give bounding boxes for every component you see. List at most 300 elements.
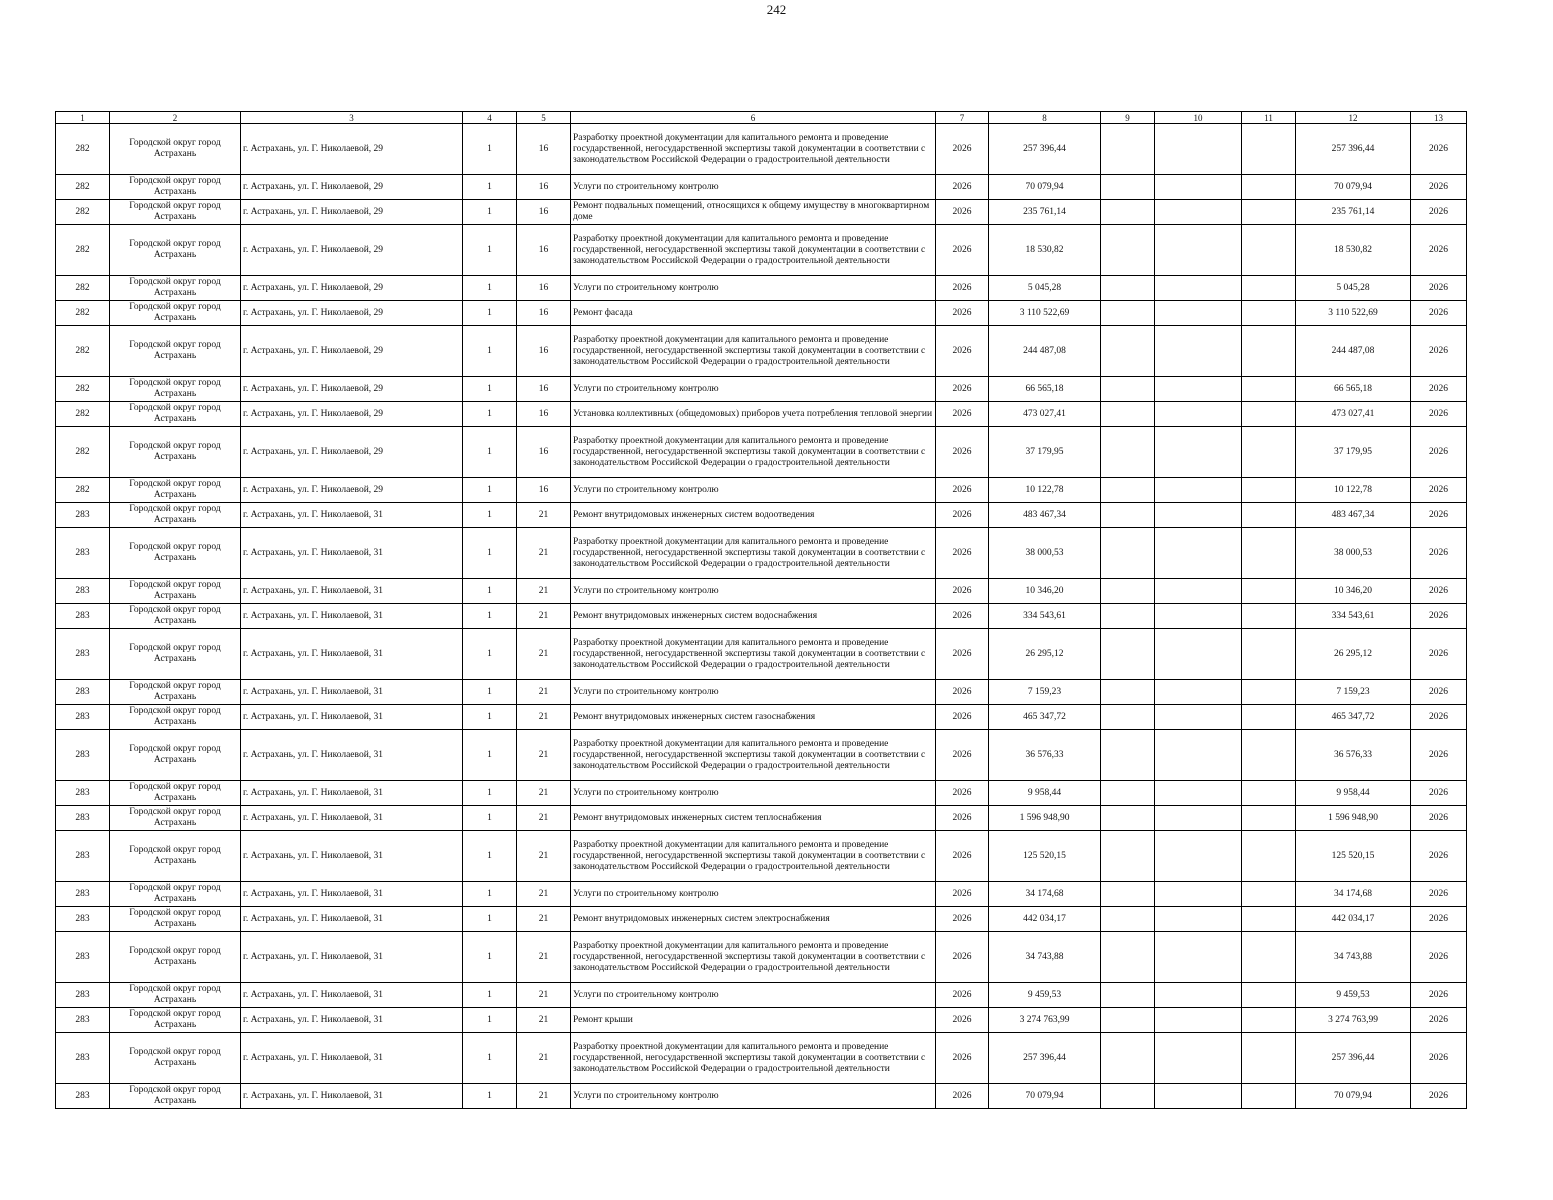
- cell-row-number: 283: [56, 907, 110, 932]
- cell-col-5: 21: [517, 629, 571, 680]
- cell-cost: 244 487,08: [989, 326, 1101, 377]
- cell-col-5: 21: [517, 781, 571, 806]
- cell-col-4: 1: [463, 301, 517, 326]
- cell-col-4: 1: [463, 1084, 517, 1109]
- table-row: [56, 579, 1467, 604]
- cell-year: 2026: [936, 503, 989, 528]
- cell-address: г. Астрахань, ул. Г. Николаевой, 31: [241, 1084, 463, 1109]
- cell-col-11: [1242, 680, 1296, 705]
- cell-year: 2026: [936, 175, 989, 200]
- cell-work-type: Ремонт внутридомовых инженерных систем газоснабжения: [571, 705, 936, 730]
- header-cell: 8: [989, 112, 1101, 124]
- cell-work-type: Разработку проектной документации для капитального ремонта и проведение государственной, негосударственной экспертизы такой документации в соответствии с законодательством Российской Федерации о градостроительной деятельности: [571, 124, 936, 175]
- cell-work-type: Ремонт подвальных помещений, относящихся к общему имуществу в многоквартирном доме: [571, 200, 936, 225]
- cell-cost: 334 543,61: [989, 604, 1101, 629]
- cell-municipality: Городской округ город Астрахань: [110, 907, 241, 932]
- cell-municipality: Городской округ город Астрахань: [110, 806, 241, 831]
- cell-year: 2026: [936, 1084, 989, 1109]
- header-cell: 12: [1296, 112, 1411, 124]
- cell-row-number: 283: [56, 831, 110, 882]
- cell-col-13: 2026: [1411, 730, 1467, 781]
- cell-municipality: Городской округ город Астрахань: [110, 478, 241, 503]
- header-cell: 1: [56, 112, 110, 124]
- cell-address: г. Астрахань, ул. Г. Николаевой, 29: [241, 175, 463, 200]
- cell-work-type: Услуги по строительному контролю: [571, 175, 936, 200]
- cell-col-10: [1155, 806, 1242, 831]
- cell-year: 2026: [936, 326, 989, 377]
- cell-col-9: [1101, 402, 1155, 427]
- cell-col-12: 70 079,94: [1296, 175, 1411, 200]
- cell-col-4: 1: [463, 680, 517, 705]
- cell-col-12: 18 530,82: [1296, 225, 1411, 276]
- cell-col-4: 1: [463, 604, 517, 629]
- cell-municipality: Городской округ город Астрахань: [110, 124, 241, 175]
- cell-col-4: 1: [463, 503, 517, 528]
- cell-row-number: 283: [56, 730, 110, 781]
- cell-col-9: [1101, 781, 1155, 806]
- cell-col-13: 2026: [1411, 528, 1467, 579]
- table-row: [56, 478, 1467, 503]
- cell-col-10: [1155, 377, 1242, 402]
- table-row: [56, 200, 1467, 225]
- table-row: [56, 907, 1467, 932]
- cell-row-number: 282: [56, 478, 110, 503]
- cell-work-type: Услуги по строительному контролю: [571, 478, 936, 503]
- cell-cost: 1 596 948,90: [989, 806, 1101, 831]
- cell-col-10: [1155, 1008, 1242, 1033]
- cell-municipality: Городской округ город Астрахань: [110, 579, 241, 604]
- cell-col-5: 21: [517, 680, 571, 705]
- cell-municipality: Городской округ город Астрахань: [110, 932, 241, 983]
- cell-cost: 473 027,41: [989, 402, 1101, 427]
- cell-year: 2026: [936, 377, 989, 402]
- cell-col-9: [1101, 1008, 1155, 1033]
- cell-col-12: 473 027,41: [1296, 402, 1411, 427]
- cell-col-10: [1155, 225, 1242, 276]
- cell-municipality: Городской округ город Астрахань: [110, 831, 241, 882]
- cell-col-10: [1155, 402, 1242, 427]
- cell-year: 2026: [936, 806, 989, 831]
- cell-col-13: 2026: [1411, 1008, 1467, 1033]
- cell-address: г. Астрахань, ул. Г. Николаевой, 31: [241, 705, 463, 730]
- cell-work-type: Услуги по строительному контролю: [571, 1084, 936, 1109]
- cell-col-13: 2026: [1411, 124, 1467, 175]
- cell-row-number: 282: [56, 301, 110, 326]
- cell-year: 2026: [936, 705, 989, 730]
- cell-col-4: 1: [463, 882, 517, 907]
- cell-col-12: 10 122,78: [1296, 478, 1411, 503]
- cell-col-11: [1242, 781, 1296, 806]
- table-row: [56, 831, 1467, 882]
- cell-row-number: 282: [56, 276, 110, 301]
- cell-municipality: Городской округ город Астрахань: [110, 225, 241, 276]
- cell-col-5: 16: [517, 427, 571, 478]
- cell-year: 2026: [936, 781, 989, 806]
- cell-col-13: 2026: [1411, 276, 1467, 301]
- cell-col-10: [1155, 831, 1242, 882]
- cell-row-number: 283: [56, 983, 110, 1008]
- cell-col-10: [1155, 1033, 1242, 1084]
- cell-col-5: 21: [517, 932, 571, 983]
- cell-col-11: [1242, 402, 1296, 427]
- cell-work-type: Услуги по строительному контролю: [571, 983, 936, 1008]
- cell-work-type: Ремонт внутридомовых инженерных систем водоотведения: [571, 503, 936, 528]
- cell-col-9: [1101, 907, 1155, 932]
- cell-col-11: [1242, 831, 1296, 882]
- header-cell: 7: [936, 112, 989, 124]
- cell-municipality: Городской округ город Астрахань: [110, 983, 241, 1008]
- cell-col-13: 2026: [1411, 705, 1467, 730]
- cell-col-5: 16: [517, 200, 571, 225]
- cell-row-number: 283: [56, 882, 110, 907]
- cell-year: 2026: [936, 907, 989, 932]
- cell-col-4: 1: [463, 983, 517, 1008]
- cell-col-12: 37 179,95: [1296, 427, 1411, 478]
- cell-col-4: 1: [463, 478, 517, 503]
- cell-address: г. Астрахань, ул. Г. Николаевой, 29: [241, 427, 463, 478]
- cell-col-5: 21: [517, 705, 571, 730]
- header-cell: 3: [241, 112, 463, 124]
- cell-year: 2026: [936, 983, 989, 1008]
- cell-work-type: Услуги по строительному контролю: [571, 882, 936, 907]
- cell-col-4: 1: [463, 629, 517, 680]
- cell-work-type: Разработку проектной документации для капитального ремонта и проведение государственной, негосударственной экспертизы такой документации в соответствии с законодательством Российской Федерации о градостроительной деятельности: [571, 932, 936, 983]
- cell-year: 2026: [936, 528, 989, 579]
- cell-col-5: 21: [517, 604, 571, 629]
- cell-col-13: 2026: [1411, 427, 1467, 478]
- cell-col-11: [1242, 629, 1296, 680]
- header-cell: 10: [1155, 112, 1242, 124]
- cell-col-10: [1155, 528, 1242, 579]
- cell-col-13: 2026: [1411, 831, 1467, 882]
- cell-col-13: 2026: [1411, 1033, 1467, 1084]
- cell-col-5: 16: [517, 225, 571, 276]
- cell-work-type: Ремонт фасада: [571, 301, 936, 326]
- cell-cost: 442 034,17: [989, 907, 1101, 932]
- cell-work-type: Ремонт внутридомовых инженерных систем водоснабжения: [571, 604, 936, 629]
- cell-col-13: 2026: [1411, 326, 1467, 377]
- cell-col-5: 21: [517, 882, 571, 907]
- table-row: [56, 882, 1467, 907]
- cell-cost: 70 079,94: [989, 1084, 1101, 1109]
- cell-col-9: [1101, 932, 1155, 983]
- cell-col-5: 16: [517, 124, 571, 175]
- cell-year: 2026: [936, 932, 989, 983]
- cell-col-9: [1101, 579, 1155, 604]
- cell-col-5: 21: [517, 983, 571, 1008]
- cell-year: 2026: [936, 1033, 989, 1084]
- cell-col-11: [1242, 604, 1296, 629]
- cell-col-4: 1: [463, 579, 517, 604]
- cell-year: 2026: [936, 427, 989, 478]
- cell-row-number: 282: [56, 377, 110, 402]
- cell-col-12: 3 274 763,99: [1296, 1008, 1411, 1033]
- cell-col-4: 1: [463, 907, 517, 932]
- cell-col-4: 1: [463, 1033, 517, 1084]
- cell-col-11: [1242, 301, 1296, 326]
- cell-col-5: 21: [517, 907, 571, 932]
- cell-col-4: 1: [463, 427, 517, 478]
- header-cell: 11: [1242, 112, 1296, 124]
- cell-municipality: Городской округ город Астрахань: [110, 705, 241, 730]
- cell-col-4: 1: [463, 528, 517, 579]
- cell-col-10: [1155, 781, 1242, 806]
- cell-col-11: [1242, 225, 1296, 276]
- cell-address: г. Астрахань, ул. Г. Николаевой, 31: [241, 781, 463, 806]
- cell-col-12: 38 000,53: [1296, 528, 1411, 579]
- cell-address: г. Астрахань, ул. Г. Николаевой, 31: [241, 1033, 463, 1084]
- table-row: [56, 983, 1467, 1008]
- cell-col-4: 1: [463, 377, 517, 402]
- cell-cost: 34 743,88: [989, 932, 1101, 983]
- cell-address: г. Астрахань, ул. Г. Николаевой, 29: [241, 377, 463, 402]
- cell-col-10: [1155, 200, 1242, 225]
- cell-address: г. Астрахань, ул. Г. Николаевой, 31: [241, 730, 463, 781]
- cell-year: 2026: [936, 1008, 989, 1033]
- table-row: [56, 377, 1467, 402]
- cell-address: г. Астрахань, ул. Г. Николаевой, 31: [241, 629, 463, 680]
- cell-col-10: [1155, 882, 1242, 907]
- cell-col-13: 2026: [1411, 781, 1467, 806]
- cell-col-9: [1101, 1033, 1155, 1084]
- cell-col-12: 66 565,18: [1296, 377, 1411, 402]
- cell-address: г. Астрахань, ул. Г. Николаевой, 29: [241, 301, 463, 326]
- cell-cost: 5 045,28: [989, 276, 1101, 301]
- cell-col-5: 16: [517, 276, 571, 301]
- cell-municipality: Городской округ город Астрахань: [110, 427, 241, 478]
- cell-work-type: Разработку проектной документации для капитального ремонта и проведение государственной, негосударственной экспертизы такой документации в соответствии с законодательством Российской Федерации о градостроительной деятельности: [571, 629, 936, 680]
- cell-col-11: [1242, 730, 1296, 781]
- cell-year: 2026: [936, 882, 989, 907]
- cell-col-11: [1242, 907, 1296, 932]
- cell-municipality: Городской округ город Астрахань: [110, 1008, 241, 1033]
- cell-col-4: 1: [463, 806, 517, 831]
- cell-col-10: [1155, 579, 1242, 604]
- cell-address: г. Астрахань, ул. Г. Николаевой, 31: [241, 604, 463, 629]
- cell-col-5: 16: [517, 175, 571, 200]
- table-row: [56, 604, 1467, 629]
- cell-cost: 257 396,44: [989, 1033, 1101, 1084]
- cell-col-13: 2026: [1411, 983, 1467, 1008]
- cell-row-number: 283: [56, 1084, 110, 1109]
- cell-year: 2026: [936, 225, 989, 276]
- cell-work-type: Услуги по строительному контролю: [571, 781, 936, 806]
- cell-col-13: 2026: [1411, 478, 1467, 503]
- cell-year: 2026: [936, 402, 989, 427]
- cell-col-13: 2026: [1411, 629, 1467, 680]
- cell-col-12: 70 079,94: [1296, 1084, 1411, 1109]
- cell-address: г. Астрахань, ул. Г. Николаевой, 29: [241, 402, 463, 427]
- table-row: [56, 402, 1467, 427]
- cell-col-9: [1101, 604, 1155, 629]
- cell-cost: 465 347,72: [989, 705, 1101, 730]
- cell-year: 2026: [936, 301, 989, 326]
- cell-row-number: 282: [56, 326, 110, 377]
- table-row: [56, 1008, 1467, 1033]
- cell-col-9: [1101, 503, 1155, 528]
- cell-address: г. Астрахань, ул. Г. Николаевой, 31: [241, 983, 463, 1008]
- repair-program-table: [55, 111, 1467, 1109]
- cell-address: г. Астрахань, ул. Г. Николаевой, 31: [241, 680, 463, 705]
- cell-municipality: Городской округ город Астрахань: [110, 528, 241, 579]
- cell-col-4: 1: [463, 705, 517, 730]
- cell-col-5: 21: [517, 1008, 571, 1033]
- cell-address: г. Астрахань, ул. Г. Николаевой, 29: [241, 200, 463, 225]
- cell-col-13: 2026: [1411, 806, 1467, 831]
- cell-col-10: [1155, 932, 1242, 983]
- cell-work-type: Разработку проектной документации для капитального ремонта и проведение государственной, негосударственной экспертизы такой документации в соответствии с законодательством Российской Федерации о градостроительной деятельности: [571, 730, 936, 781]
- cell-col-13: 2026: [1411, 175, 1467, 200]
- cell-col-10: [1155, 1084, 1242, 1109]
- cell-col-11: [1242, 528, 1296, 579]
- cell-municipality: Городской округ город Астрахань: [110, 276, 241, 301]
- cell-cost: 9 459,53: [989, 983, 1101, 1008]
- cell-col-5: 21: [517, 528, 571, 579]
- cell-col-9: [1101, 124, 1155, 175]
- cell-row-number: 282: [56, 225, 110, 276]
- cell-row-number: 282: [56, 200, 110, 225]
- cell-row-number: 283: [56, 806, 110, 831]
- cell-col-10: [1155, 124, 1242, 175]
- cell-row-number: 283: [56, 604, 110, 629]
- cell-col-4: 1: [463, 1008, 517, 1033]
- cell-col-4: 1: [463, 402, 517, 427]
- cell-col-5: 21: [517, 579, 571, 604]
- cell-address: г. Астрахань, ул. Г. Николаевой, 31: [241, 503, 463, 528]
- cell-col-11: [1242, 377, 1296, 402]
- cell-col-11: [1242, 705, 1296, 730]
- cell-col-9: [1101, 528, 1155, 579]
- header-cell: 13: [1411, 112, 1467, 124]
- cell-municipality: Городской округ город Астрахань: [110, 1033, 241, 1084]
- cell-col-9: [1101, 276, 1155, 301]
- cell-work-type: Услуги по строительному контролю: [571, 579, 936, 604]
- cell-col-11: [1242, 276, 1296, 301]
- cell-col-13: 2026: [1411, 402, 1467, 427]
- table-body: [56, 112, 1467, 1109]
- cell-col-9: [1101, 1084, 1155, 1109]
- cell-cost: 3 274 763,99: [989, 1008, 1101, 1033]
- cell-col-12: 9 459,53: [1296, 983, 1411, 1008]
- cell-address: г. Астрахань, ул. Г. Николаевой, 29: [241, 326, 463, 377]
- cell-col-12: 125 520,15: [1296, 831, 1411, 882]
- cell-col-9: [1101, 301, 1155, 326]
- cell-col-9: [1101, 882, 1155, 907]
- cell-cost: 10 122,78: [989, 478, 1101, 503]
- cell-col-5: 21: [517, 1033, 571, 1084]
- cell-municipality: Городской округ город Астрахань: [110, 200, 241, 225]
- cell-col-11: [1242, 1008, 1296, 1033]
- cell-col-4: 1: [463, 730, 517, 781]
- cell-col-12: 10 346,20: [1296, 579, 1411, 604]
- cell-address: г. Астрахань, ул. Г. Николаевой, 31: [241, 932, 463, 983]
- cell-row-number: 283: [56, 629, 110, 680]
- table-row: [56, 225, 1467, 276]
- cell-col-4: 1: [463, 326, 517, 377]
- cell-col-13: 2026: [1411, 301, 1467, 326]
- cell-address: г. Астрахань, ул. Г. Николаевой, 31: [241, 579, 463, 604]
- cell-col-12: 257 396,44: [1296, 124, 1411, 175]
- cell-col-12: 465 347,72: [1296, 705, 1411, 730]
- cell-work-type: Разработку проектной документации для капитального ремонта и проведение государственной, негосударственной экспертизы такой документации в соответствии с законодательством Российской Федерации о градостроительной деятельности: [571, 528, 936, 579]
- cell-col-10: [1155, 503, 1242, 528]
- header-cell: 6: [571, 112, 936, 124]
- cell-col-11: [1242, 1084, 1296, 1109]
- table-row: [56, 124, 1467, 175]
- cell-col-9: [1101, 427, 1155, 478]
- cell-work-type: Ремонт внутридомовых инженерных систем электроснабжения: [571, 907, 936, 932]
- cell-col-5: 21: [517, 730, 571, 781]
- cell-col-10: [1155, 175, 1242, 200]
- cell-col-12: 442 034,17: [1296, 907, 1411, 932]
- cell-row-number: 283: [56, 1008, 110, 1033]
- cell-col-11: [1242, 124, 1296, 175]
- cell-cost: 18 530,82: [989, 225, 1101, 276]
- cell-col-5: 21: [517, 831, 571, 882]
- cell-col-9: [1101, 831, 1155, 882]
- cell-cost: 125 520,15: [989, 831, 1101, 882]
- cell-address: г. Астрахань, ул. Г. Николаевой, 29: [241, 225, 463, 276]
- cell-row-number: 283: [56, 932, 110, 983]
- cell-municipality: Городской округ город Астрахань: [110, 604, 241, 629]
- cell-work-type: Разработку проектной документации для капитального ремонта и проведение государственной, негосударственной экспертизы такой документации в соответствии с законодательством Российской Федерации о градостроительной деятельности: [571, 1033, 936, 1084]
- cell-municipality: Городской округ город Астрахань: [110, 326, 241, 377]
- table-row: [56, 806, 1467, 831]
- cell-cost: 70 079,94: [989, 175, 1101, 200]
- cell-col-12: 34 174,68: [1296, 882, 1411, 907]
- cell-municipality: Городской округ город Астрахань: [110, 301, 241, 326]
- cell-col-11: [1242, 427, 1296, 478]
- cell-col-9: [1101, 200, 1155, 225]
- cell-row-number: 283: [56, 680, 110, 705]
- cell-col-5: 16: [517, 377, 571, 402]
- cell-col-10: [1155, 478, 1242, 503]
- cell-work-type: Разработку проектной документации для капитального ремонта и проведение государственной, негосударственной экспертизы такой документации в соответствии с законодательством Российской Федерации о градостроительной деятельности: [571, 225, 936, 276]
- cell-col-13: 2026: [1411, 907, 1467, 932]
- table-row: [56, 932, 1467, 983]
- cell-col-13: 2026: [1411, 503, 1467, 528]
- cell-work-type: Ремонт крыши: [571, 1008, 936, 1033]
- cell-col-11: [1242, 175, 1296, 200]
- cell-address: г. Астрахань, ул. Г. Николаевой, 29: [241, 276, 463, 301]
- cell-municipality: Городской округ город Астрахань: [110, 730, 241, 781]
- cell-col-10: [1155, 680, 1242, 705]
- cell-work-type: Ремонт внутридомовых инженерных систем теплоснабжения: [571, 806, 936, 831]
- cell-col-9: [1101, 983, 1155, 1008]
- cell-municipality: Городской округ город Астрахань: [110, 680, 241, 705]
- cell-row-number: 282: [56, 124, 110, 175]
- table-row: [56, 730, 1467, 781]
- table-row: [56, 175, 1467, 200]
- table-row: [56, 301, 1467, 326]
- cell-work-type: Разработку проектной документации для капитального ремонта и проведение государственной, негосударственной экспертизы такой документации в соответствии с законодательством Российской Федерации о градостроительной деятельности: [571, 427, 936, 478]
- cell-col-10: [1155, 276, 1242, 301]
- cell-col-11: [1242, 200, 1296, 225]
- cell-col-4: 1: [463, 276, 517, 301]
- cell-col-12: 1 596 948,90: [1296, 806, 1411, 831]
- cell-municipality: Городской округ город Астрахань: [110, 377, 241, 402]
- cell-col-12: 9 958,44: [1296, 781, 1411, 806]
- cell-col-5: 16: [517, 301, 571, 326]
- cell-address: г. Астрахань, ул. Г. Николаевой, 31: [241, 528, 463, 579]
- cell-year: 2026: [936, 680, 989, 705]
- cell-year: 2026: [936, 478, 989, 503]
- cell-cost: 9 958,44: [989, 781, 1101, 806]
- cell-work-type: Разработку проектной документации для капитального ремонта и проведение государственной, негосударственной экспертизы такой документации в соответствии с законодательством Российской Федерации о градостроительной деятельности: [571, 831, 936, 882]
- header-cell: 5: [517, 112, 571, 124]
- cell-municipality: Городской округ город Астрахань: [110, 402, 241, 427]
- cell-col-13: 2026: [1411, 579, 1467, 604]
